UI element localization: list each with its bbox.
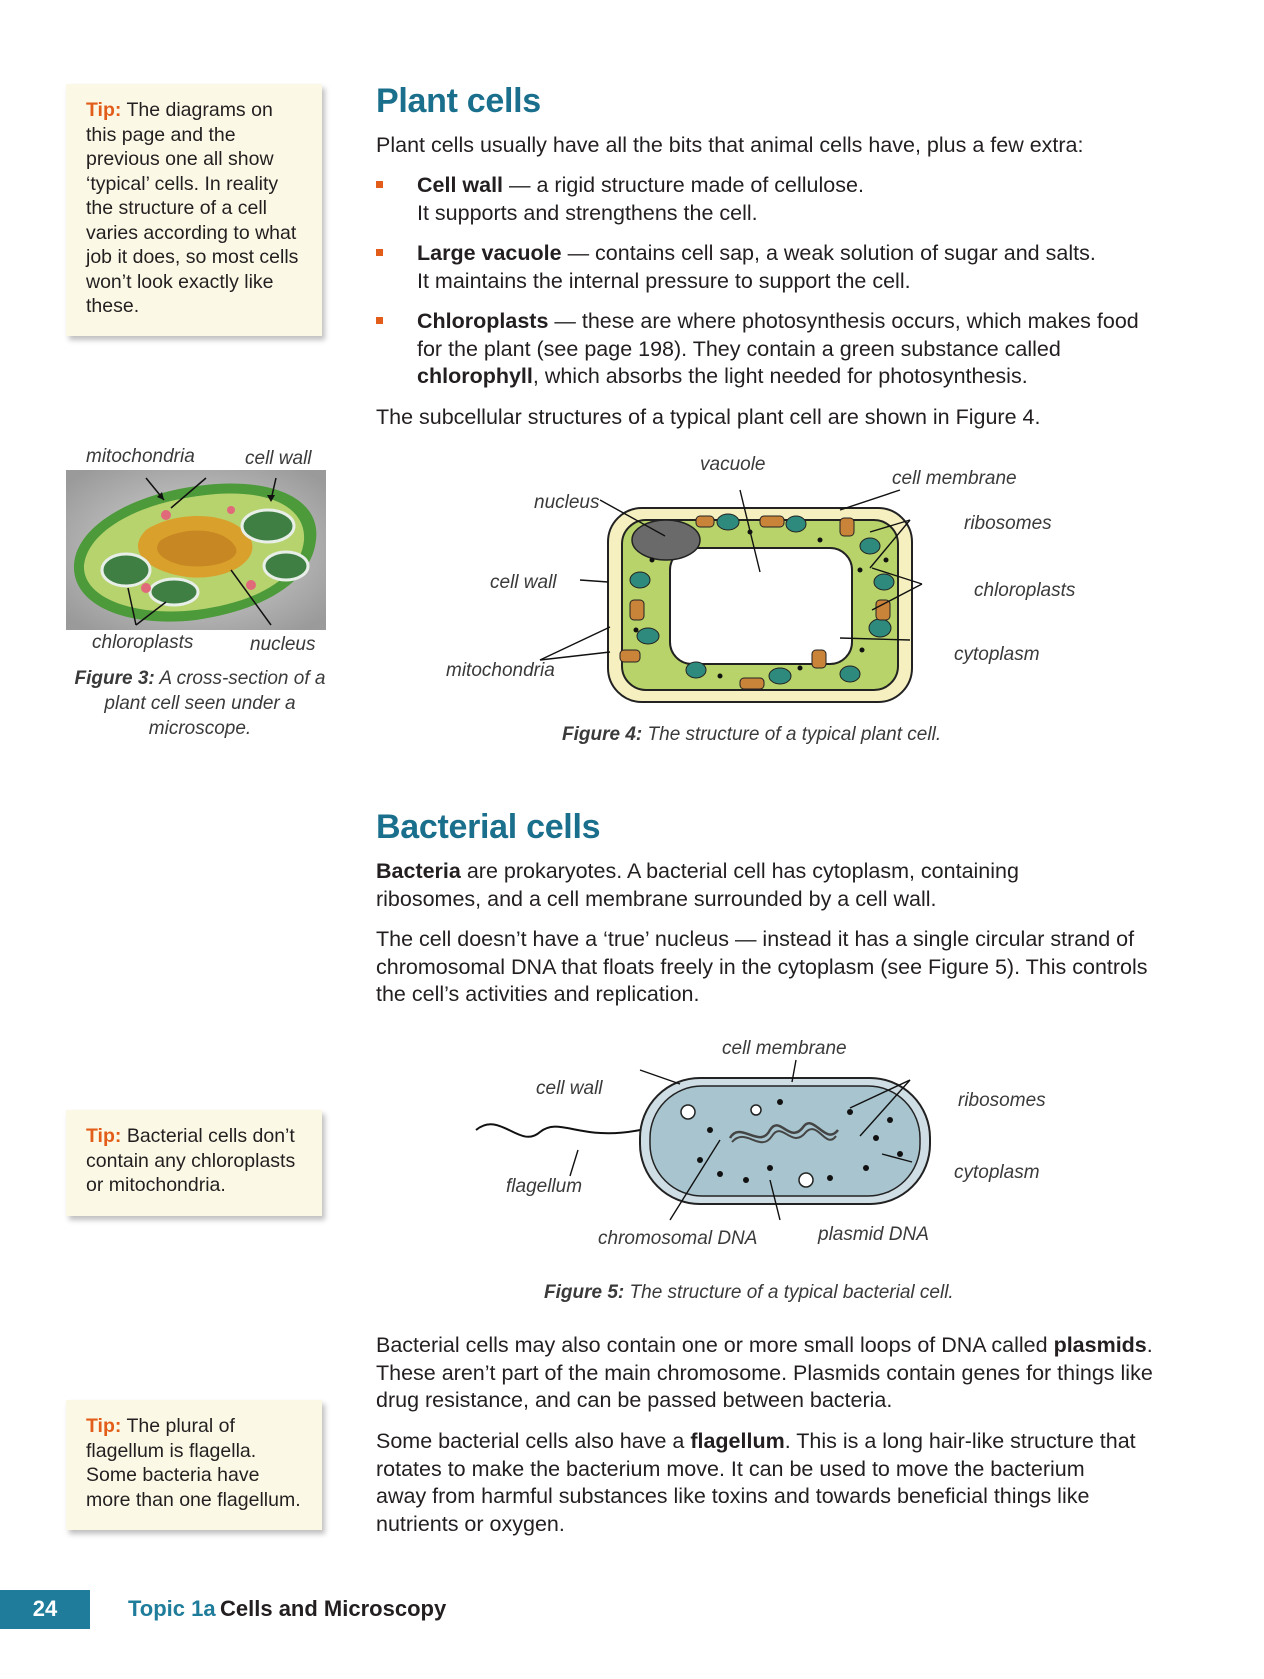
plant-outro: The subcellular structures of a typical plant cell are shown in Figure 4. [376,405,1041,429]
fig4-label-vacuole: vacuole [700,454,766,475]
term: Bacteria [376,859,461,883]
fig3-label-nucleus: nucleus [250,634,316,655]
tip-box-flagella [66,1400,322,1530]
para-text: Some bacterial cells also have a [376,1429,691,1453]
fig4-caption [562,724,941,746]
tip-box-bacterial [66,1110,322,1216]
tip-text: The plural of flagellum is flagella. Some bacteria have more than one flagellum. [86,1415,301,1511]
fig4-label-cytoplasm: cytoplasm [954,644,1040,665]
bacterial-para-4 [376,1428,1136,1538]
fig5-label-cell-membrane: cell membrane [722,1038,847,1059]
bacterial-para-3 [376,1332,1156,1415]
term: chlorophyll [417,364,533,388]
bullet-icon [376,249,383,256]
fig5-label-ribosomes: ribosomes [958,1090,1046,1111]
caption-label: Figure 4: [562,724,643,745]
term: Cell wall [417,173,504,197]
item-text: — a rigid structure made of cellulose. [503,173,864,197]
footer-topic: Topic 1a [128,1596,216,1621]
fig4-label-cell-wall: cell wall [490,572,557,593]
caption-text: The structure of a typical plant cell. [647,724,942,745]
footer-title: Cells and Microscopy [220,1596,447,1621]
item-text: — contains cell sap, a weak solution of sugar and salts. [561,241,1096,265]
tip-label: Tip: [86,1415,122,1437]
footer-rule [0,1627,90,1629]
caption-label: Figure 3: [74,668,155,689]
item-text: , which absorbs the light needed for photosynthesis. [532,364,1028,388]
para-text: . These aren’t part of the main chromosome. Plasmids contain genes for things like drug resistance, and can be passed between bacteria. [376,1333,1153,1412]
fig5-label-cytoplasm: cytoplasm [954,1162,1040,1183]
fig5-label-cell-wall: cell wall [536,1078,603,1099]
term: flagellum [690,1429,785,1453]
tip-label: Tip: [86,99,122,121]
bullet-icon [376,181,383,188]
page-number: 24 [0,1590,90,1628]
tip-text: The diagrams on this page and the previous one all show ‘typical’ cells. In reality the structure of a cell varies according to what job it does, so most cells won’t look exactly like these. [86,99,299,317]
para-text: . This is a long hair-like structure that rotates to make the bacterium move. It can be used to move the bacterium away from harmful substances like toxins and towards beneficial things like nutrients or oxygen. [376,1429,1136,1536]
fig5-label-flagellum: flagellum [506,1176,583,1197]
fig4-label-cell-membrane: cell membrane [892,468,1017,489]
fig5-pointer-lines [530,1040,950,1240]
item-text: It supports and strengthens the cell. [417,200,758,225]
para-text: are prokaryotes. A bacterial cell has cytoplasm, containing ribosomes, and a cell membrane surrounded by a cell wall. [376,859,1019,911]
fig5-label-chromosomal-dna: chromosomal DNA [598,1228,758,1249]
term: plasmids [1053,1333,1147,1357]
tip-text: Bacterial cells don’t contain any chloroplasts or mitochondria. [86,1125,296,1196]
fig4-label-chloroplasts: chloroplasts [974,580,1076,601]
caption-label: Figure 5: [544,1282,625,1303]
fig5-label-plasmid-dna: plasmid DNA [818,1224,929,1245]
term: Chloroplasts [417,309,549,333]
caption-text: The structure of a typical bacterial cell. [629,1282,954,1303]
para-text: Bacterial cells may also contain one or more small loops of DNA called [376,1333,1054,1357]
fig3-label-chloroplasts: chloroplasts [92,632,194,653]
fig4-label-mitochondria: mitochondria [446,660,555,681]
bacterial-cells-heading: Bacterial cells [376,808,601,846]
fig5-caption [544,1282,954,1304]
fig3-label-cell-wall: cell wall [245,448,312,469]
caption-text: A cross-section of a plant cell seen under a microscope. [104,668,326,739]
item-text: It maintains the internal pressure to support the cell. [417,268,911,293]
fig3-micrograph [66,470,326,630]
plant-cells-heading: Plant cells [376,82,541,120]
term: Large vacuole [417,241,562,265]
item-text: — these are where photosynthesis occurs, which makes food for the plant (see page 198). They contain a green substance called [417,309,1139,361]
fig4-label-ribosomes: ribosomes [964,513,1052,534]
fig3-caption [72,666,328,741]
tip-box-diagrams [66,84,322,336]
tip-label: Tip: [86,1125,122,1147]
plant-intro: Plant cells usually have all the bits that animal cells have, plus a few extra: [376,133,1084,157]
bacterial-para-1 [376,858,1076,913]
bullet-icon [376,317,383,324]
bacterial-para-2: The cell doesn’t have a ‘true’ nucleus — instead it has a single circular strand of chromosomal DNA that floats freely in the cytoplasm (see Figure 5). This controls the cell’s activities and replication. [376,927,1148,1006]
fig4-label-nucleus: nucleus [534,492,600,513]
fig3-label-mitochondria: mitochondria [86,446,195,467]
